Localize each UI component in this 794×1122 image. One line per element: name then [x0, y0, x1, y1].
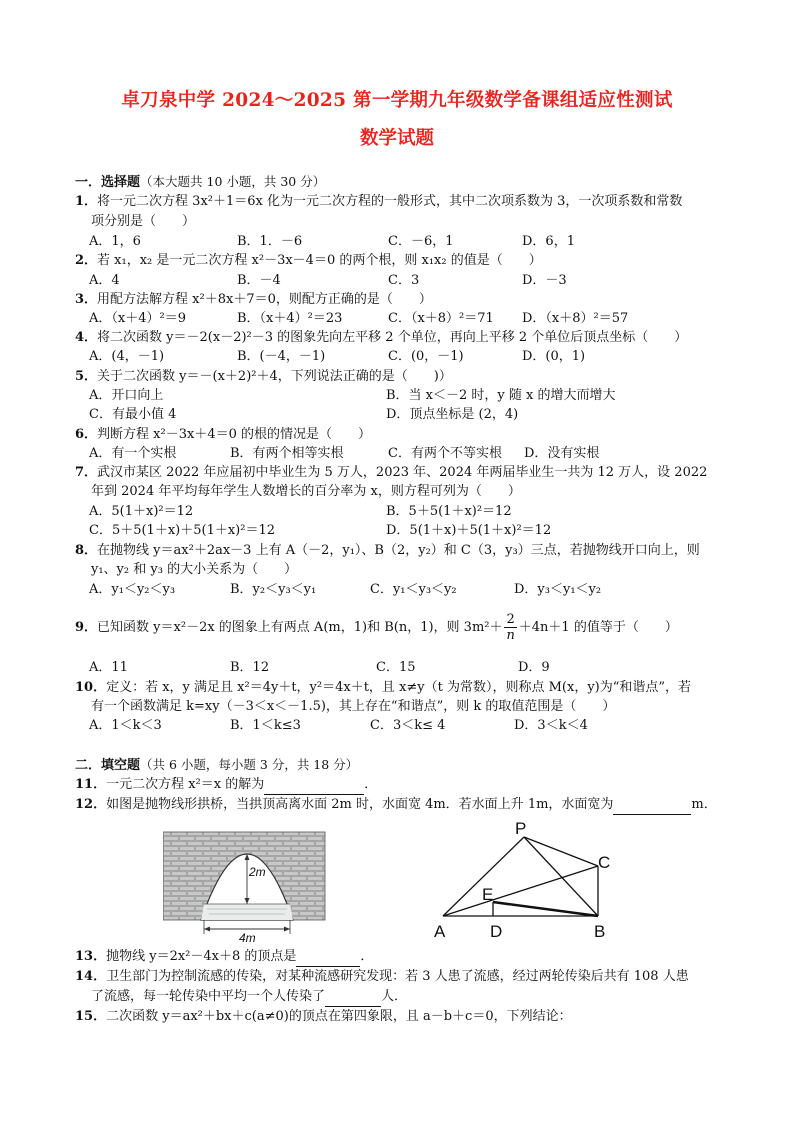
option-c: C．5＋5(1＋x)＋5(1＋x)²＝12	[89, 523, 276, 538]
height-label: 2m	[249, 865, 266, 879]
option-a: A．(4，－1)	[89, 349, 165, 364]
question-number: 8．	[75, 543, 98, 558]
triangle-figure	[430, 818, 625, 944]
label-d: D	[490, 922, 503, 941]
option-d: D．顶点坐标是 (2，4)	[386, 407, 519, 422]
option-d: D．（x＋8）²＝57	[522, 311, 629, 326]
question-text: 武汉市某区 2022 年应届初中毕业生为 5 万人，2023 年、2024 年两届毕业生一共为 12 万人，设 2022	[97, 465, 708, 480]
section-title: 二．填空题	[75, 758, 141, 773]
question-number: 5．	[75, 369, 98, 384]
answer-blank	[325, 988, 381, 1007]
section-note: （共 6 小题，每小题 3 分，共 18 分）	[140, 757, 359, 772]
option-c: C．y₁＜y₃＜y₂	[370, 582, 457, 597]
arch-bridge-figure	[163, 826, 328, 944]
question-12	[75, 796, 717, 815]
option-b: B．(－4，－1)	[237, 349, 326, 364]
option-a: A．5(1＋x)²＝12	[89, 504, 194, 519]
question-text: 将一元二次方程 3x²＋1＝6x 化为一元二次方程的一般形式，其中二次项系数为 3，一次项系数和常数	[97, 194, 683, 209]
question-text: 了流感，每一轮传染中平均一个人传染了	[91, 989, 326, 1004]
question-text-cont: y₁、y₂ 和 y₃ 的大小关系为（ ）	[91, 562, 298, 577]
question-number: 7．	[75, 465, 98, 480]
option-d: D．6，1	[522, 234, 575, 249]
section-heading	[75, 173, 325, 192]
label-b: B	[594, 922, 606, 941]
question-text: 将二次函数 y＝－2(x－2)²－3 的图象先向左平移 2 个单位，再向上平移 2 个单位后顶点坐标（ ）	[97, 330, 688, 345]
option-d: D．没有实根	[524, 446, 600, 461]
option-b: B．y₂＜y₃＜y₁	[230, 582, 317, 597]
question-text-post: 人．	[381, 989, 408, 1004]
option-c: C．有最小值 4	[89, 407, 177, 422]
option-d: D．5(1＋x)＋5(1＋x)²＝12	[386, 523, 552, 538]
question-text-post: ＋4n＋1 的值等于（ ）	[518, 620, 678, 635]
question-number: 9．	[75, 620, 98, 635]
question-text: 判断方程 x²－3x＋4＝0 的根的情况是（ ）	[97, 427, 371, 442]
question-9	[75, 612, 678, 644]
section-note: （本大题共 10 小题，共 30 分）	[140, 174, 326, 189]
question-text: 用配方法解方程 x²＋8x＋7＝0，则配方正确的是（ ）	[97, 292, 432, 307]
option-a: A．有一个实根	[89, 446, 177, 461]
question-text-post: ．	[360, 949, 374, 964]
option-d: D．3＜k＜4	[514, 718, 588, 733]
question-10	[75, 679, 691, 697]
option-d: D．y₃＜y₁＜y₂	[514, 582, 602, 597]
question-15	[75, 1008, 572, 1026]
question-text: 抛物线 y＝2x²－4x＋8 的顶点是	[106, 949, 297, 964]
question-2	[75, 252, 542, 270]
question-text: 定义：若 x，y 满足且 x²＝4y＋t，y²＝4x＋t，且 x≠y（t 为常数），则称点 M(x，y)为“和谐点”，若	[106, 680, 692, 695]
question-number: 4．	[75, 330, 98, 345]
question-text: 一元二次方程 x²＝x 的解为	[106, 777, 265, 792]
option-a: A．开口向上	[89, 388, 164, 403]
option-a: A．4	[89, 273, 120, 288]
question-number: 11．	[75, 777, 107, 792]
question-text-cont: 年到 2024 年平均每年学生人数增长的百分率为 x，则方程可列为（ ）	[91, 484, 521, 499]
question-7	[75, 464, 707, 482]
question-text-post: ．	[364, 777, 378, 792]
label-a: A	[434, 922, 446, 941]
question-6	[75, 426, 371, 444]
option-b: B．（x＋4）²＝23	[237, 311, 343, 326]
option-a: A．（x＋4）²＝9	[89, 311, 186, 326]
label-e: E	[482, 885, 494, 904]
question-text: 若 x₁，x₂ 是一元二次方程 x²－3x－4＝0 的两个根，则 x₁x₂ 的值是（ ）	[97, 253, 542, 268]
option-c: C．3	[388, 273, 420, 288]
fraction	[504, 612, 516, 643]
fraction-denominator: n	[506, 628, 515, 643]
question-number: 10．	[75, 680, 107, 695]
question-1	[75, 193, 682, 211]
question-text: 关于二次函数 y＝－(x＋2)²＋4，下列说法正确的是（ )）	[97, 369, 452, 384]
option-c: C．3＜k≤ 4	[370, 718, 446, 733]
question-11	[75, 776, 377, 795]
question-text: 卫生部门为控制流感的传染，对某种流感研究发现：若 3 人患了流感，经过两轮传染后共有 108 人患	[106, 969, 689, 984]
question-8	[75, 542, 700, 560]
option-c: C．15	[376, 660, 416, 675]
question-text-cont: 有一个函数满足 k=xy（－3＜x＜－1.5)，其上存在“和谐点”，则 k 的取值范围是（ ）	[91, 699, 616, 714]
answer-blank	[613, 796, 691, 815]
question-number: 6．	[75, 427, 98, 442]
option-b: B．当 x＜－2 时，y 随 x 的增大而增大	[386, 388, 616, 403]
option-c: C．－6，1	[388, 234, 454, 249]
question-number: 13．	[75, 949, 107, 964]
water	[201, 904, 293, 920]
fraction-numerator: 2	[506, 612, 515, 627]
question-text: 在抛物线 y＝ax²＋2ax－3 上有 A（－2，y₁）、B（2，y₂）和 C（3，y₃）三点，若抛物线开口向上，则	[97, 543, 700, 558]
question-3	[75, 291, 432, 309]
question-text: 如图是抛物线形拱桥，当拱顶高离水面 2m 时，水面宽 4m．若水面上升 1m，水面宽为	[106, 797, 614, 812]
question-5	[75, 368, 452, 386]
option-b: B．－4	[237, 273, 281, 288]
exam-title: 卓刀泉中学 2024～2025 第一学期九年级数学备课组适应性测试	[121, 90, 673, 111]
option-a: A．y₁＜y₂＜y₃	[89, 582, 176, 597]
question-text-cont: 项分别是（ ）	[91, 214, 196, 229]
option-d: D．－3	[522, 273, 567, 288]
option-c: C．(0，－1)	[388, 349, 464, 364]
option-b: B．1＜k≤3	[230, 718, 301, 733]
question-text: 已知函数 y＝x²－2x 的图象上有两点 A(m，1)和 B(n，1)，则 3m²＋	[97, 620, 503, 635]
question-number: 3．	[75, 292, 98, 307]
question-number: 2．	[75, 253, 98, 268]
option-b: B．1．－6	[237, 234, 303, 249]
section-title: 一．选择题	[75, 175, 141, 190]
question-number: 12．	[75, 797, 107, 812]
option-d: D．9	[518, 660, 550, 675]
section-heading	[75, 756, 358, 775]
option-c: C．（x＋8）²＝71	[388, 311, 494, 326]
question-text-post: m．	[691, 797, 717, 812]
question-number: 14．	[75, 969, 107, 984]
option-a: A．1，6	[89, 234, 141, 249]
option-b: B．有两个相等实根	[230, 446, 344, 461]
option-a: A．11	[89, 660, 128, 675]
answer-blank	[296, 948, 360, 967]
question-text-cont	[91, 988, 407, 1007]
label-c: C	[598, 853, 611, 872]
width-label: 4m	[239, 931, 256, 944]
question-14	[75, 968, 689, 986]
answer-blank	[264, 776, 364, 795]
option-c: C．有两个不等实根	[388, 446, 502, 461]
option-b: B．5＋5(1＋x)²＝12	[386, 504, 512, 519]
question-number: 1．	[75, 194, 98, 209]
option-d: D．(0，1)	[522, 349, 586, 364]
label-p: P	[515, 819, 527, 838]
question-13	[75, 948, 373, 967]
option-b: B．12	[230, 660, 270, 675]
exam-subtitle: 数学试题	[359, 128, 434, 149]
question-number: 15．	[75, 1009, 107, 1024]
question-4	[75, 329, 687, 347]
option-a: A．1＜k＜3	[89, 718, 162, 733]
question-text: 二次函数 y＝ax²＋bx＋c(a≠0)的顶点在第四象限，且 a－b＋c＝0，下列结论：	[106, 1009, 572, 1024]
